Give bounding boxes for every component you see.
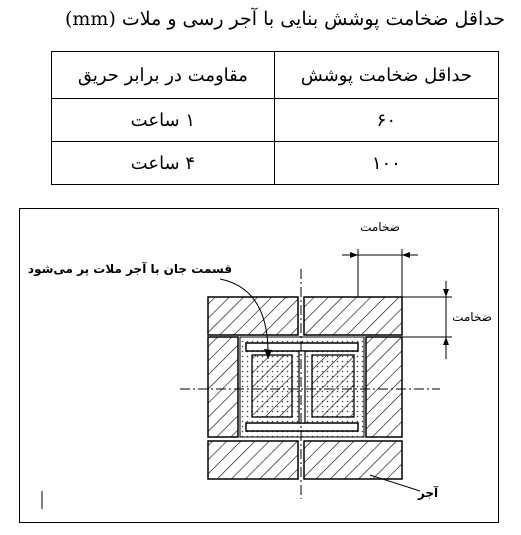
cell-thickness: ۶۰: [274, 99, 498, 142]
table-row: [52, 99, 499, 142]
brick-inner-right: [312, 355, 354, 417]
brick-bottom-right: [304, 441, 402, 479]
brick-mid-left: [208, 337, 238, 437]
table-row: [52, 142, 499, 185]
brick-top-right: [304, 297, 402, 335]
brick-mid-right: [366, 337, 402, 437]
steel-flange-bottom: [246, 423, 358, 431]
table-header-row: [52, 52, 499, 99]
cell-duration: ۱ ساعت: [52, 99, 275, 142]
brick-label: آجر: [417, 486, 439, 500]
web-fill-label: قسمت جان با آجر ملات پر می‌شود: [27, 262, 233, 276]
brick-top-left: [208, 297, 298, 335]
cover-thickness-table: [51, 51, 499, 185]
header-min-thickness: حداقل ضخامت پوشش: [274, 52, 498, 99]
cell-duration: ۴ ساعت: [52, 142, 275, 185]
page-title: حداقل ضخامت پوشش بنایی با آجر رسی و ملات (mm): [64, 8, 505, 30]
steel-web: [299, 351, 305, 423]
diagram-drawing: [20, 209, 498, 522]
brick-inner-left: [252, 355, 292, 417]
steel-flange-top: [246, 343, 358, 351]
arrow-top-b: [402, 252, 410, 258]
arrow-side-a: [443, 289, 449, 297]
cell-thickness: ۱۰۰: [274, 142, 498, 185]
header-fire-resistance: مقاومت در برابر حریق: [52, 52, 275, 99]
brick-bottom-left: [208, 441, 298, 479]
dim-label-top: ضخامت: [360, 220, 400, 234]
arrow-side-b: [443, 337, 449, 345]
arrow-top-a: [350, 252, 358, 258]
dim-label-side: ضخامت: [452, 310, 492, 324]
masonry-cover-diagram: [19, 208, 499, 523]
